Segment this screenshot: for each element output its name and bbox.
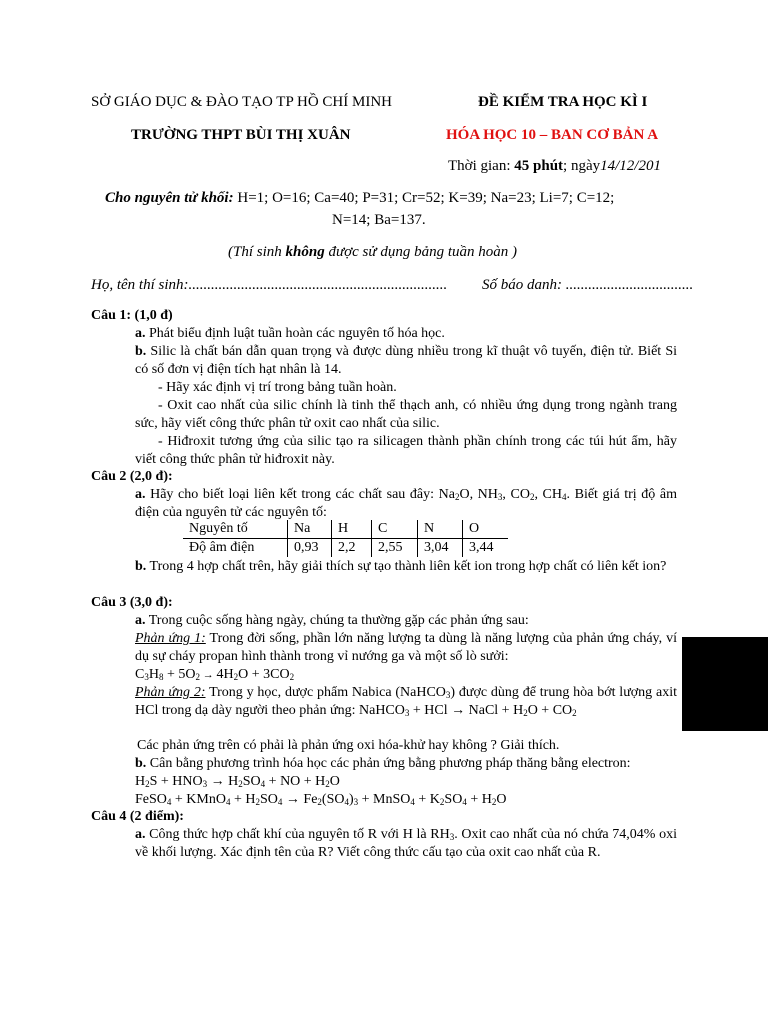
eq-sub: 4 — [462, 797, 467, 807]
table-cell: 3,04 — [418, 539, 463, 558]
eq-sub: 3 — [445, 690, 451, 700]
eq-part: + MnSO — [358, 792, 411, 807]
eq-part: + K — [414, 792, 440, 807]
table-cell: Na — [288, 520, 332, 539]
table-cell: 3,44 — [463, 539, 509, 558]
q1-b-item3: - Hiđroxit tương ứng của silic tạo ra silicagen thành phần chính trong các túi hút ẩm, hãy viết công thức phân tử hiđroxit này. — [135, 434, 677, 467]
notice — [228, 244, 517, 261]
eq-sub: 2 — [233, 672, 239, 682]
eq-sub: 2 — [317, 797, 322, 807]
table-cell: N — [418, 520, 463, 539]
eq-sub: 3 — [353, 797, 359, 807]
q3-equation3 — [135, 773, 677, 791]
q3-title: Câu 3 (3,0 đ): — [91, 595, 173, 610]
q2-a-text1: Hãy cho biết loại liên kết trong các chất sau đây: Na — [145, 487, 455, 502]
eq-part: 4H — [216, 667, 234, 682]
eq-arrow: → — [199, 669, 217, 681]
subject-title: HÓA HỌC 10 – BAN CƠ BẢN A — [446, 127, 659, 143]
exam-time — [448, 158, 661, 175]
q3-b-text: Cân bằng phương trình hóa học các phản ứng bằng phương pháp thăng bằng electron: — [146, 756, 631, 771]
eq-part: FeSO — [135, 792, 167, 807]
eq-part: O — [329, 774, 340, 789]
eq-sub: 4 — [225, 797, 231, 807]
q4-a-text2: . Oxit cao nhất của nó chứa 74,04% oxi về khối lượng. Xác định tên của R? Viết công thức cấu tạo của oxit cao nhất của R. — [135, 827, 677, 860]
eq-sub: 2 — [572, 708, 577, 718]
q3-question: Các phản ứng trên có phải là phản ứng oxi hóa-khử hay không ? Giải thích. — [137, 738, 560, 753]
q1-b-item2: - Oxit cao nhất của silic chính là tinh thể thạch anh, có nhiều ứng dụng trong ngành trang sức, hãy viết công thức phân tử oxit cao nhất của silic. — [135, 398, 677, 431]
q3-reaction2 — [135, 684, 677, 720]
eq-sub: 4 — [166, 797, 172, 807]
eq-sub: 2 — [238, 779, 243, 789]
q2-a-text5: . Biết giá trị độ âm điện của nguyên tử các nguyên tố: — [135, 487, 678, 520]
eq-sub: 3 — [202, 779, 208, 789]
eq-part: ) — [348, 792, 354, 807]
q1-b-label: b. — [135, 344, 147, 359]
exam-title: ĐỀ KIỂM TRA HỌC KÌ I — [478, 94, 648, 110]
eq-sub: 4 — [410, 797, 415, 807]
eq-sub: 3 — [404, 708, 410, 718]
q4-part-a — [135, 826, 677, 862]
q3-reaction1 — [135, 630, 677, 666]
candidate-name-field: Họ, tên thí sinh:..................................................................... — [91, 277, 448, 293]
q2-a-label: a. — [135, 487, 146, 502]
q1-part-b — [135, 343, 677, 379]
eq-sub: 2 — [523, 708, 528, 718]
eq-sub: 2 — [255, 797, 260, 807]
q2-b-text: Trong 4 hợp chất trên, hãy giải thích sự tạo thành liên kết ion trong hợp chất có liên kết ion? — [146, 559, 667, 574]
eq-sub: 2 — [289, 672, 295, 682]
q2-sub-na2: 2 — [454, 492, 460, 502]
eq-part: + H — [466, 792, 492, 807]
eq-sub: 2 — [491, 797, 497, 807]
table-cell: Độ âm điện — [189, 540, 255, 555]
eq-part: O — [496, 792, 507, 807]
atomic-masses-label: Cho nguyên tử khối: — [105, 190, 234, 206]
notice-before: (Thí sinh — [228, 244, 286, 260]
date-label: ; ngày — [563, 158, 601, 174]
eq-part: O + 3CO — [238, 667, 290, 682]
table-cell: 2,2 — [332, 539, 372, 558]
eq-part: SO — [260, 792, 278, 807]
q1-b-item1: - Hãy xác định vị trí trong bảng tuần hoàn. — [158, 380, 397, 395]
q2-title: Câu 2 (2,0 đ): — [91, 469, 173, 484]
q2-a-text4: , CH — [534, 487, 563, 502]
eq-part: C — [135, 667, 145, 682]
eq-part: + H — [230, 792, 256, 807]
redaction-block — [682, 637, 768, 731]
q2-sub-ch4: 4 — [562, 492, 567, 502]
table-row — [183, 520, 508, 539]
table-cell: H — [332, 520, 372, 539]
q2-part-b — [135, 558, 677, 576]
eq-part: (SO — [321, 792, 345, 807]
atomic-masses-line2: N=14; Ba=137. — [332, 212, 426, 228]
q3-equation4 — [135, 791, 677, 809]
q4-title: Câu 4 (2 điểm): — [91, 809, 184, 824]
q3-a-label: a. — [135, 613, 146, 628]
q2-a-text3: , CO — [502, 487, 530, 502]
eq-part: → H — [207, 774, 239, 789]
q3-r1-label: Phản ứng 1: — [135, 631, 206, 646]
eq-sub: 2 — [195, 672, 200, 682]
atomic-masses-values: H=1; O=16; Ca=40; P=31; Cr=52; K=39; Na=23; Li=7; C=12; — [233, 190, 615, 206]
eq-part: + KMnO — [171, 792, 226, 807]
q1-a-label: a. — [135, 326, 146, 341]
eq-part: → Fe — [282, 792, 318, 807]
eq-sub: 3 — [144, 672, 149, 682]
q3-r2-text1: Trong y học, dược phẩm Nabica (NaHCO — [205, 685, 446, 700]
eq-sub: 4 — [260, 779, 266, 789]
eq-sub: 4 — [344, 797, 349, 807]
eq-sub: 4 — [277, 797, 283, 807]
eq-part: + 5O — [163, 667, 196, 682]
atomic-masses-line1 — [105, 190, 614, 207]
q1-a-text: Phát biểu định luật tuần hoàn các nguyên tố hóa học. — [145, 326, 445, 341]
q2-sub-nh3: 3 — [497, 492, 503, 502]
eq-sub: 8 — [158, 672, 164, 682]
eq-sub: 3 — [449, 832, 455, 842]
q4-a-text1: Công thức hợp chất khí của nguyên tố R với H là RH — [145, 827, 450, 842]
q2-b-label: b. — [135, 559, 147, 574]
q1-part-a — [135, 325, 677, 343]
q2-sub-co2: 2 — [529, 492, 535, 502]
electronegativity-table — [183, 520, 508, 557]
eq-part: SO — [444, 792, 463, 807]
time-label: Thời gian: — [448, 158, 515, 174]
notice-bold: không — [285, 244, 325, 260]
eq-sub: 2 — [439, 797, 445, 807]
eq-part: + NO + H — [265, 774, 326, 789]
table-cell: Nguyên tố — [183, 520, 288, 539]
q3-r2-label: Phản ứng 2: — [135, 685, 206, 700]
q3-part-a — [135, 612, 677, 630]
department-name: SỞ GIÁO DỤC & ĐÀO TẠO TP HỒ CHÍ MINH — [91, 94, 392, 110]
date-value: 14/12/201 — [600, 158, 661, 174]
q2-a-text2: O, NH — [459, 487, 498, 502]
q3-r2-text3: + HCl → NaCl + H — [409, 703, 524, 718]
eq-part: H — [148, 667, 159, 682]
table-cell: C — [372, 520, 418, 539]
q1-title: Câu 1: (1,0 đ) — [91, 308, 173, 323]
table-cell: 0,93 — [288, 539, 332, 558]
eq-sub: 2 — [145, 779, 150, 789]
q3-a-text: Trong cuộc sống hàng ngày, chúng ta thường gặp các phản ứng sau: — [145, 613, 529, 628]
table-cell: 2,55 — [372, 539, 418, 558]
q3-r2-text4: O + CO — [527, 703, 573, 718]
q3-b-label: b. — [135, 756, 147, 771]
eq-part: S + HNO — [149, 774, 203, 789]
table-row — [183, 539, 508, 558]
school-name: TRƯỜNG THPT BÙI THỊ XUÂN — [131, 127, 351, 143]
candidate-id-field: Số báo danh: .................................. — [482, 277, 694, 293]
q3-r1-text: Trong đời sống, phần lớn năng lượng ta dùng là năng lượng của phản ứng cháy, ví dụ sự cháy propan hình thành trong vỉ nướng ga và một số lò sưởi: — [135, 631, 677, 664]
eq-sub: 2 — [325, 779, 330, 789]
time-value: 45 phút — [514, 158, 564, 174]
q3-r2-text2: ) được dùng để trung hòa bớt lượng axit HCl trong dạ dày người theo phản ứng: NaHCO — [135, 685, 677, 718]
notice-after: được sử dụng bảng tuần hoàn ) — [324, 244, 517, 260]
eq-part: H — [135, 774, 146, 789]
q2-part-a — [135, 486, 677, 522]
q1-b-text: Silic là chất bán dẫn quan trọng và được dùng nhiều trong kĩ thuật vô tuyến, điện tử. Biết Si có số đơn vị điện tích hạt nhân là 14. — [135, 344, 677, 377]
q3-equation1 — [135, 666, 677, 684]
q3-part-b — [135, 755, 677, 773]
q4-a-label: a. — [135, 827, 146, 842]
eq-part: SO — [242, 774, 261, 789]
table-cell: O — [463, 520, 509, 539]
